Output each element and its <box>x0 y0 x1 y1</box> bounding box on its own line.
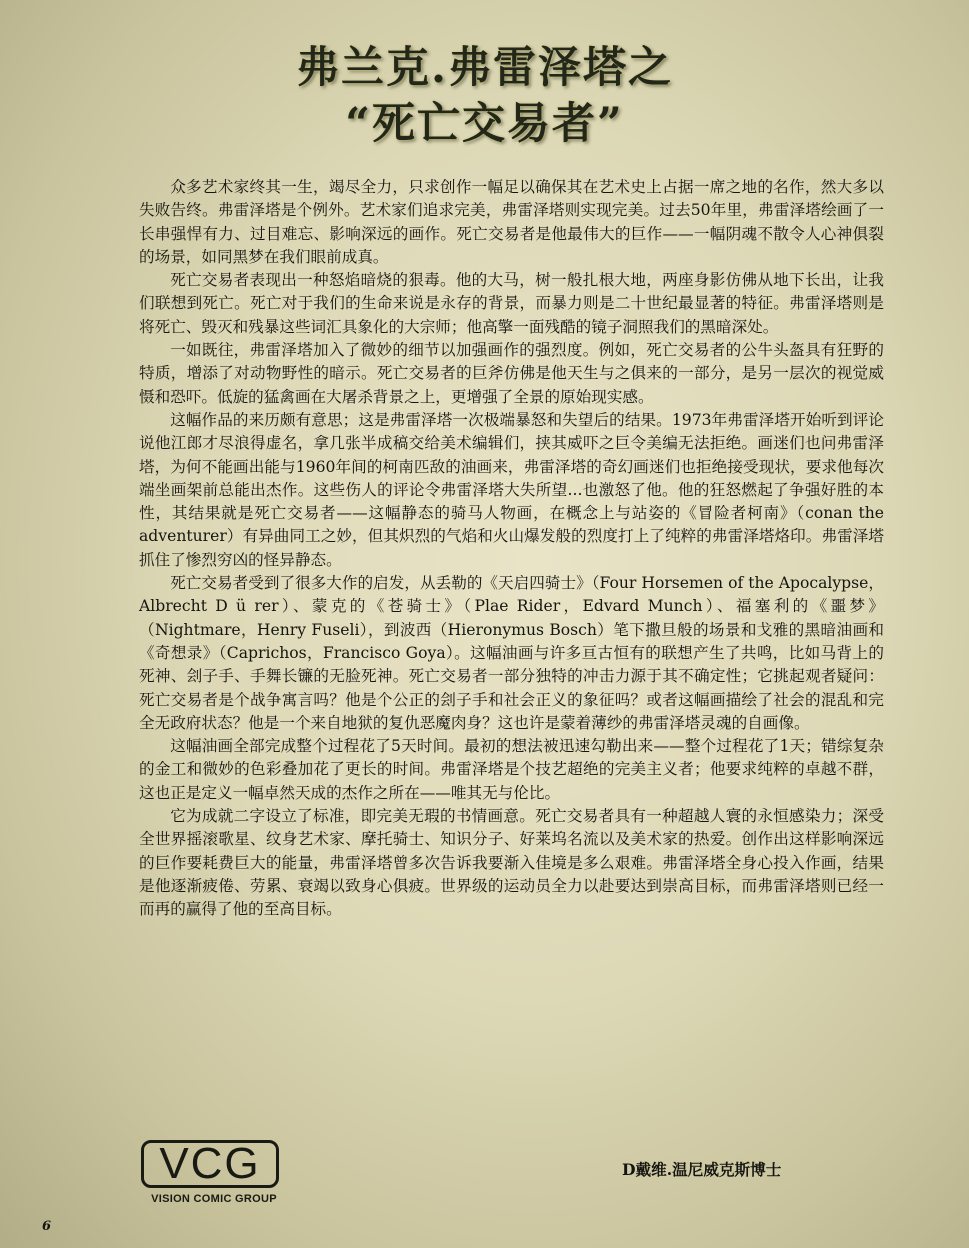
paragraph: 众多艺术家终其一生，竭尽全力，只求创作一幅足以确保其在艺术史上占据一席之地的名作，然大多以失败告终。弗雷泽塔是个例外。艺术家们追求完美，弗雷泽塔则实现完美。过去50年里，弗雷泽塔绘画了一长串强悍有力、过目难忘、影响深远的画作。死亡交易者是他最伟大的巨作——一幅阴魂不散令人心神俱裂的场景，如同黑梦在我们眼前成真。 <box>139 178 884 266</box>
author-signature: D戴维.温尼威克斯博士 <box>622 1160 782 1179</box>
article-body <box>139 176 884 922</box>
paragraph: 一如既往，弗雷泽塔加入了微妙的细节以加强画作的强烈度。例如，死亡交易者的公牛头盔具有狂野的特质，增添了对动物野性的暗示。死亡交易者的巨斧仿佛是他天生与之俱来的一部分，是另一层次的视觉威慑和恐吓。低旋的猛禽画在大屠杀背景之上，更增强了全景的原始现实感。 <box>139 341 884 406</box>
logo-subtitle: VISION COMIC GROUP <box>151 1193 277 1205</box>
title-line-2: “死亡交易者” <box>345 99 624 149</box>
page-number: 6 <box>42 1219 52 1234</box>
title-line-1: 弗兰克.弗雷泽塔之 <box>296 43 673 93</box>
paragraph: 这幅作品的来历颇有意思；这是弗雷泽塔一次极端暴怒和失望后的结果。1973年弗雷泽塔开始听到评论说他江郎才尽浪得虚名，拿几张半成稿交给美术编辑们，挟其威吓之巨令美编无法拒绝。画迷们也问弗雷泽塔，为何不能画出能与1960年间的柯南匹敌的油画来，弗雷泽塔的奇幻画迷们也拒绝接受现状，要求他每次端坐画架前总能出杰作。这些伤人的评论令弗雷泽塔大失所望...也激怒了他。他的狂怒燃起了争强好胜的本性，其结果就是死亡交易者——这幅静态的骑马人物画，在概念上与站姿的《冒险者柯南》（conan the adventurer）有异曲同工之妙，但其炽烈的气焰和火山爆发般的烈度打上了纯粹的弗雷泽塔烙印。弗雷泽塔抓住了惨烈穷凶的怪异静态。 <box>139 410 884 569</box>
logo-letters: VCG <box>159 1139 261 1188</box>
paragraph: 死亡交易者表现出一种怒焰暗烧的狠毒。他的大马，树一般扎根大地，两座身影仿佛从地下长出，让我们联想到死亡。死亡对于我们的生命来说是永存的背景，而暴力则是二十世纪最显著的特征。弗雷泽塔则是将死亡、毁灭和残暴这些词汇具象化的大宗师；他高擎一面残酷的镜子洞照我们的黑暗深处。 <box>139 271 884 336</box>
vcg-logo <box>139 1140 289 1210</box>
paragraph: 它为成就二字设立了标准，即完美无瑕的书情画意。死亡交易者具有一种超越人寰的永恒感染力；深受全世界摇滚歌星、纹身艺术家、摩托骑士、知识分子、好莱坞名流以及美术家的热爱。创作出这样影响深远的巨作要耗费巨大的能量，弗雷泽塔曾多次告诉我要渐入佳境是多么艰难。弗雷泽塔全身心投入作画，结果是他逐渐疲倦、劳累、衰竭以致身心俱疲。世界级的运动员全力以赴要达到崇高目标，而弗雷泽塔则已经一而再的赢得了他的至高目标。 <box>139 807 884 919</box>
paragraph: 这幅油画全部完成整个过程花了5天时间。最初的想法被迅速勾勒出来——整个过程花了1天；错综复杂的金工和微妙的色彩叠加花了更长的时间。弗雷泽塔是个技艺超绝的完美主义者；他要求纯粹的卓越不群，这也正是定义一幅卓然天成的杰作之所在——唯其无与伦比。 <box>139 737 884 802</box>
paragraph: 死亡交易者受到了很多大作的启发，从丢勒的《天启四骑士》（Four Horsemen of the Apocalypse，Albrecht D ü rer）、蒙克的《苍骑士》（Plae Rider，Edvard Munch）、福塞利的《噩梦》（Nightmare，Henry Fuseli），到波西（Hieronymus Bosch）笔下撒旦般的场景和戈雅的黑暗油画和《奇想录》（Caprichos，Francisco Goya）。这幅油画与许多亘古恒有的联想产生了共鸣，比如马背上的死神、刽子手、手舞长镰的无脸死神。死亡交易者一部分独特的冲击力源于其不确定性；它挑起观者疑问：死亡交易者是个战争寓言吗？他是个公正的刽子手和社会正义的象征吗？或者这幅画描绘了社会的混乱和完全无政府状态？他是一个来自地狱的复仇恶魔肉身？这也许是蒙着薄纱的弗雷泽塔灵魂的自画像。 <box>139 574 884 732</box>
page-title <box>0 40 969 152</box>
